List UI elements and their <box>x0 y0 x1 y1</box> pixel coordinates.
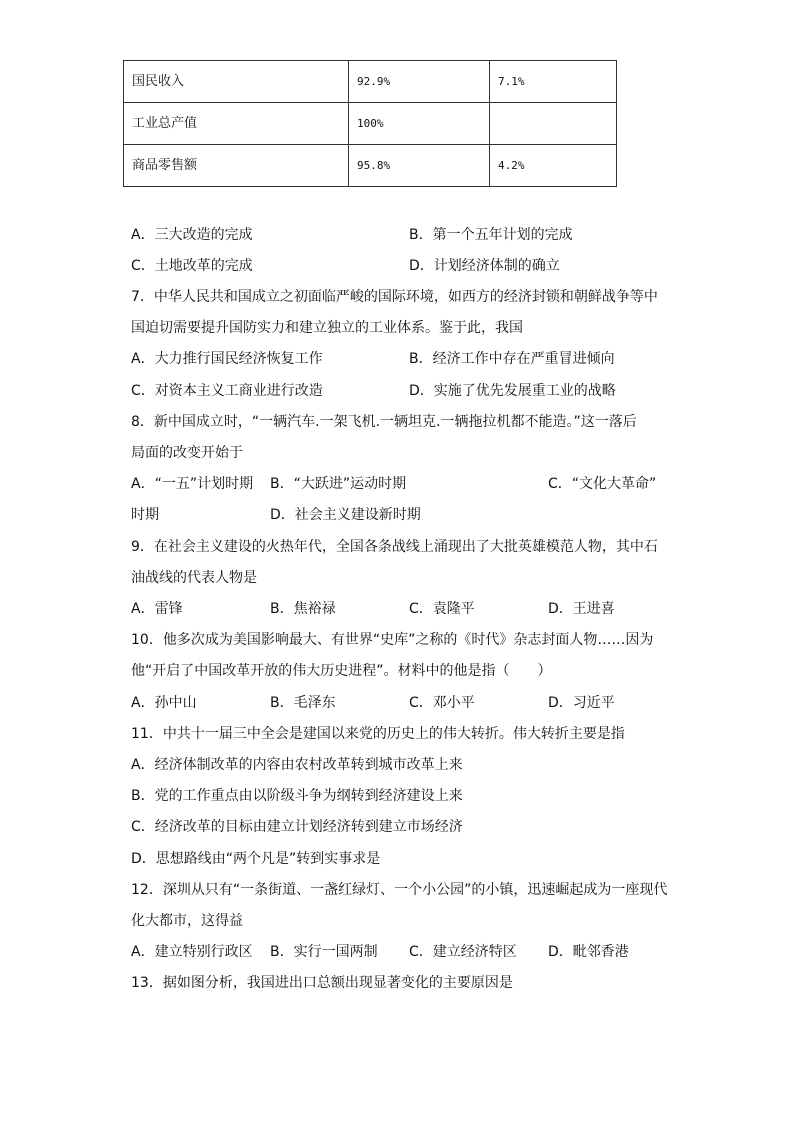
q9-stem: 油战线的代表人物是 <box>131 570 257 586</box>
table-cell-label: 国民收入 <box>124 61 349 103</box>
table-cell-label: 商品零售额 <box>124 145 349 187</box>
q7-option-d[interactable]: D．实施了优先发展重工业的战略 <box>409 383 616 399</box>
q12-stem: 化大都市，这得益 <box>131 913 243 929</box>
table-cell-value <box>490 103 617 145</box>
q10-option-d[interactable]: D．习近平 <box>548 695 615 711</box>
q10-option-c[interactable]: C．邓小平 <box>409 695 475 711</box>
q8-option-c-continued[interactable]: 时期 <box>131 507 159 523</box>
q9-option-c[interactable]: C．袁隆平 <box>409 601 475 617</box>
q8-option-d[interactable]: D．社会主义建设新时期 <box>270 507 421 523</box>
q11-option-b[interactable]: B．党的工作重点由以阶级斗争为纲转到经济建设上来 <box>131 788 463 804</box>
q6-option-c[interactable]: C．土地改革的完成 <box>131 258 253 274</box>
table-row <box>124 61 617 103</box>
q10-stem: 10．他多次成为美国影响最大、有世界“史库”之称的《时代》杂志封面人物……因为 <box>131 632 654 648</box>
q6-option-d[interactable]: D．计划经济体制的确立 <box>409 258 560 274</box>
q6-option-b[interactable]: B．第一个五年计划的完成 <box>409 227 573 243</box>
q10-option-b[interactable]: B．毛泽东 <box>270 695 336 711</box>
q7-option-b[interactable]: B．经济工作中存在严重冒进倾向 <box>409 351 615 367</box>
q12-option-c[interactable]: C．建立经济特区 <box>409 944 517 960</box>
table-cell-value: 4.2% <box>490 145 617 187</box>
q12-option-d[interactable]: D．毗邻香港 <box>548 944 629 960</box>
q12-option-a[interactable]: A．建立特别行政区 <box>131 944 253 960</box>
q11-option-d[interactable]: D．思想路线由“两个凡是”转到实事求是 <box>131 851 381 867</box>
table-row <box>124 103 617 145</box>
q8-option-c[interactable]: C．“文化大革命” <box>548 476 657 492</box>
q9-stem: 9．在社会主义建设的火热年代，全国各条战线上涌现出了大批英雄模范人物，其中石 <box>131 539 658 555</box>
q10-stem: 他“开启了中国改革开放的伟大历史进程”。材料中的他是指（ ） <box>131 663 552 679</box>
table-cell-value: 95.8% <box>349 145 490 187</box>
q8-option-b[interactable]: B．“大跃进”运动时期 <box>270 476 407 492</box>
q12-option-b[interactable]: B．实行一国两制 <box>270 944 378 960</box>
q6-option-a[interactable]: A．三大改造的完成 <box>131 227 253 243</box>
q8-stem: 局面的改变开始于 <box>131 445 243 461</box>
q7-stem: 7．中华人民共和国成立之初面临严峻的国际环境，如西方的经济封锁和朝鲜战争等中 <box>131 289 658 305</box>
table-row <box>124 145 617 187</box>
q7-option-c[interactable]: C．对资本主义工商业进行改造 <box>131 383 323 399</box>
q7-option-a[interactable]: A．大力推行国民经济恢复工作 <box>131 351 323 367</box>
table-cell-value: 7.1% <box>490 61 617 103</box>
q10-option-a[interactable]: A．孙中山 <box>131 695 197 711</box>
table-cell-label: 工业总产值 <box>124 103 349 145</box>
q9-option-d[interactable]: D．王进喜 <box>548 601 615 617</box>
q11-option-a[interactable]: A．经济体制改革的内容由农村改革转到城市改革上来 <box>131 757 463 773</box>
q8-stem: 8．新中国成立时，“一辆汽车.一架飞机.一辆坦克.一辆拖拉机都不能造。”这一落后 <box>131 414 637 430</box>
q9-option-a[interactable]: A．雷锋 <box>131 601 183 617</box>
q8-option-a[interactable]: A．“一五”计划时期 <box>131 476 254 492</box>
q13-stem: 13．据如图分析，我国进出口总额出现显著变化的主要原因是 <box>131 975 513 991</box>
table-cell-value: 92.9% <box>349 61 490 103</box>
table-cell-value: 100% <box>349 103 490 145</box>
q11-option-c[interactable]: C．经济改革的目标由建立计划经济转到建立市场经济 <box>131 819 463 835</box>
economy-share-table <box>123 60 617 187</box>
q7-stem: 国迫切需要提升国防实力和建立独立的工业体系。鉴于此，我国 <box>131 320 523 336</box>
q9-option-b[interactable]: B．焦裕禄 <box>270 601 336 617</box>
q11-stem: 11．中共十一届三中全会是建国以来党的历史上的伟大转折。伟大转折主要是指 <box>131 726 625 742</box>
q12-stem: 12．深圳从只有“一条街道、一盏红绿灯、一个小公园”的小镇，迅速崛起成为一座现代 <box>131 882 668 898</box>
